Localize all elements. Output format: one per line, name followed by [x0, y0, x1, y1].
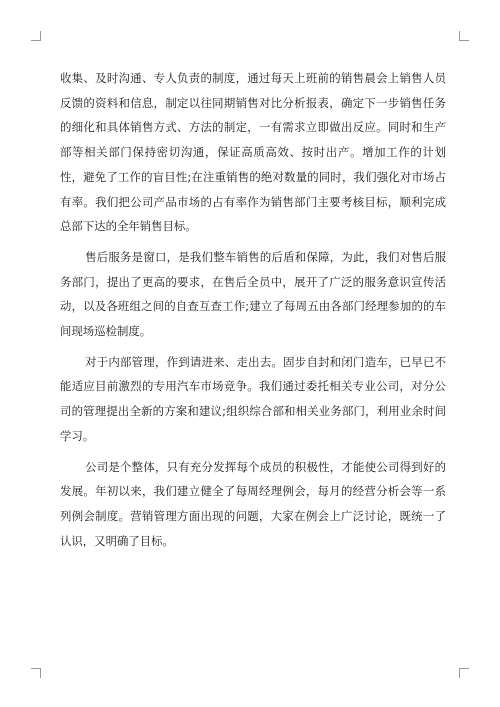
paragraph-4: 公司是个整体，只有充分发挥每个成员的积极性，才能使公司得到好的发展。年初以来，我们建立健全了每周经理例会，每月的经营分析会等一系列例会制度。营销管理方面出现的问题，大家在例会上广泛讨论，既统一了认识，又明确了目标。	[60, 459, 446, 548]
document-body	[60, 66, 446, 559]
crop-mark-top-right	[459, 31, 469, 41]
crop-mark-top-left	[31, 31, 41, 41]
crop-mark-bottom-left	[31, 668, 41, 678]
paragraph-2: 售后服务是窗口，是我们整车销售的后盾和保障，为此，我们对售后服务部门，提出了更高的要求，在售后全员中，展开了广泛的服务意识宣传活动，以及各班组之间的自查互查工作;建立了每周五由各部门经理参加的的车间现场巡检制度。	[60, 249, 446, 339]
paragraph-3: 对于内部管理，作到请进来、走出去。固步自封和闭门造车，已早已不能适应目前激烈的专用汽车市场竞争。我们通过委托相关专业公司，对分公司的管理提出全新的方案和建议;组织综合部和相关业务部门，利用业余时间学习。	[60, 354, 446, 443]
crop-mark-bottom-right	[459, 668, 469, 678]
paragraph-1: 收集、及时沟通、专人负责的制度，通过每天上班前的销售晨会上销售人员反馈的资料和信息，制定以往同期销售对比分析报表，确定下一步销售任务的细化和具体销售方式、方法的制定，一有需求立即做出反应。同时和生产部等相关部门保持密切沟通，保证高质高效、按时出产。增加工作的计划性，避免了工作的盲目性;在注重销售的绝对数量的同时，我们强化对市场占有率。我们把公司产品市场的占有率作为销售部门主要考核目标，顺利完成总部下达的全年销售目标。	[60, 71, 446, 234]
